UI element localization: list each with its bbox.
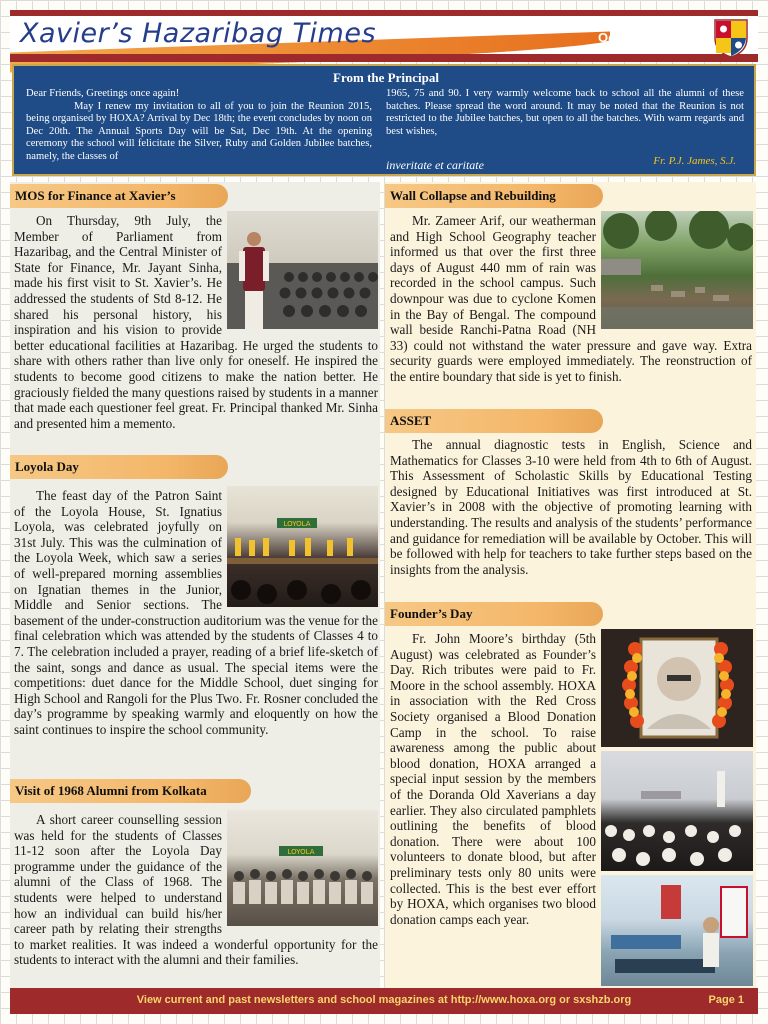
footer-link-text[interactable]: View current and past newsletters and school magazines at http://www.hoxa.org or sxshzb.org — [136, 994, 632, 1006]
principal-message — [12, 64, 756, 176]
article-asset — [390, 437, 752, 577]
heading-founder: Founder’s Day — [385, 602, 603, 626]
founder-text: Fr. John Moore’s birthday (5th August) was celebrated as Founder’s Day. Rich tributes were paid to Fr. Moore in the school assembly. HOXA in association with the Red Cross Society organised a Blood Donation Camp in the school. To raise awareness among the public about blood donation, HOXA arranged a special input session by the members of the Doranda Old Xaverians a day earlier. They also circulated pamphlets outlining the benefits of blood donation. There were about 100 volunteers to donate blood, but after preliminary tests only 80 units were collected. This is the best ever effort by HOXA, which organises two blood donation camps each year. — [390, 631, 596, 927]
article-asset-body: The annual diagnostic tests in English, Science and Mathematics for Classes 3-10 were held from 4th to 6th of August. This Assessment of Scholastic Skills by Educational Testing designed by Educational Initiatives was first introduced at St. Xavier’s in 2008 with the objective of promoting learning with understanding. The results and analysis of the students’ performance and guidance for remediation will be available by October. This will be followed with help for teachers to take further steps based on the insights from the analysis. — [390, 437, 752, 577]
principal-greeting: Dear Friends, Greetings once again! — [26, 88, 180, 99]
loyola-text: The feast day of the Patron Saint of the Loyola House, St. Ignatius Loyola, was celebrated joyfully on 31st July. This was the culmination of the Loyola Week, which saw a series of well-prepared morning assemblies on Ignatian themes in the Junior, Middle and Senior sections. The basement of the under-construction auditorium was the venue for the final celebration which was attended by the students of Classes 4 to 7. The celebration included a prayer, reading of a brief life-sketch of the saint, songs and dance as usual. The special items were the competitions: duet dance for the Middle School, duet singing for High School and Rangoli for the Plus Two. Fr. Rosner concluded the day’s programme by speaking warmly and eloquently on how the saint continues to inspire the school community. — [14, 488, 378, 737]
photo-float — [222, 213, 378, 333]
principal-col-2 — [386, 88, 744, 138]
principal-title: From the Principal — [333, 70, 439, 85]
heading-mos: MOS for Finance at Xavier’s — [10, 184, 228, 208]
footer — [10, 988, 758, 1014]
article-loyola — [14, 488, 378, 738]
masthead-band — [10, 54, 758, 62]
principal-col-1 — [26, 88, 372, 164]
principal-body-2: 1965, 75 and 90. I very warmly welcome back to school all the alumni of these batches. Please spread the word around. It may be noted that the Reunion is not restricted to the Jubilee batches, but open to all the batches. With warm regards and best wishes, — [386, 88, 744, 137]
article-founder-body — [390, 631, 752, 927]
article-wall — [390, 213, 752, 385]
article-founder — [390, 631, 752, 988]
page-number: Page 1 — [708, 994, 744, 1006]
article-wall-body — [390, 213, 752, 385]
mos-text: On Thursday, 9th July, the Member of Parliament from Hazaribag, and the Central Minister of State for Finance, Mr. Jayant Sinha, made his first visit to St. Xavier’s. He addressed the students of Std 8-12. He shared his personal history, his inspiration and his vision to provide better educational facilities at Hazaribag. He urged the students to share with others rather than live only for oneself. He inspired the students to become good citizens to make the nation better. He graciously fielded the many questions raised by students in a manner that made each questioner feel great. Fr. Principal thanked Mr. Sinha and presented him a memento. — [14, 213, 378, 431]
photo-float — [596, 631, 752, 988]
wall-text: Mr. Zameer Arif, our weatherman and High School Geography teacher informed us that over the first three days of August 440 mm of rain was recorded in the school campus. Such downpour was due to cyclone Komen in the Bay of Bengal. The compound wall beside Ranchi-Patna Road (NH 33) could not withstand the water pressure and gave way. Extra security guards were employed immediately. The reonstruction of the entire boundary that side is yet to finish. — [390, 213, 752, 384]
principal-body-1: May I renew my invitation to all of you to join the Reunion 2015, being organised by HOXA? Arrival by Dec 18th; the event concludes by noon on Dec 20th. The Annual Sports Day will be Sat, Dec 19th. At the opening ceremony the school will felicitate the Silver, Ruby and Golden Jubilee batches, namely, the classes of — [26, 100, 372, 162]
article-mos — [14, 213, 378, 431]
article-loyola-body — [14, 488, 378, 738]
newsletter-title: Xavier’s Hazaribag Times — [20, 18, 377, 49]
photo-float — [596, 213, 752, 333]
alumni-text: A short career counselling session was held for the students of Classes 11-12 soon after the Loyola Day programme under the guidance of the alumni of the Class of 1968. The students were helped to understand how an individual can build his/her career path by relating their strengths to market realities. It was indeed a wonderful opportunity for the students to interact with the alumni and their families. — [14, 812, 378, 968]
school-motto: inveritate et caritate — [386, 158, 484, 172]
heading-loyola: Loyola Day — [10, 455, 228, 479]
issue-date: October 2015 — [598, 30, 681, 45]
heading-asset: ASSET — [385, 409, 603, 433]
loyola-banner-text: LOYOLA — [283, 520, 311, 528]
photo-float — [222, 812, 378, 930]
masthead — [10, 10, 758, 62]
article-mos-body — [14, 213, 378, 431]
alumni-banner-text: LOYOLA — [287, 848, 315, 856]
article-alumni — [14, 812, 378, 968]
school-crest-icon — [712, 18, 750, 58]
article-alumni-body — [14, 812, 378, 968]
principal-signature: Fr. P.J. James, S.J. — [653, 155, 736, 167]
photo-float — [222, 488, 378, 610]
heading-wall: Wall Collapse and Rebuilding — [385, 184, 603, 208]
heading-alumni: Visit of 1968 Alumni from Kolkata — [10, 779, 251, 803]
